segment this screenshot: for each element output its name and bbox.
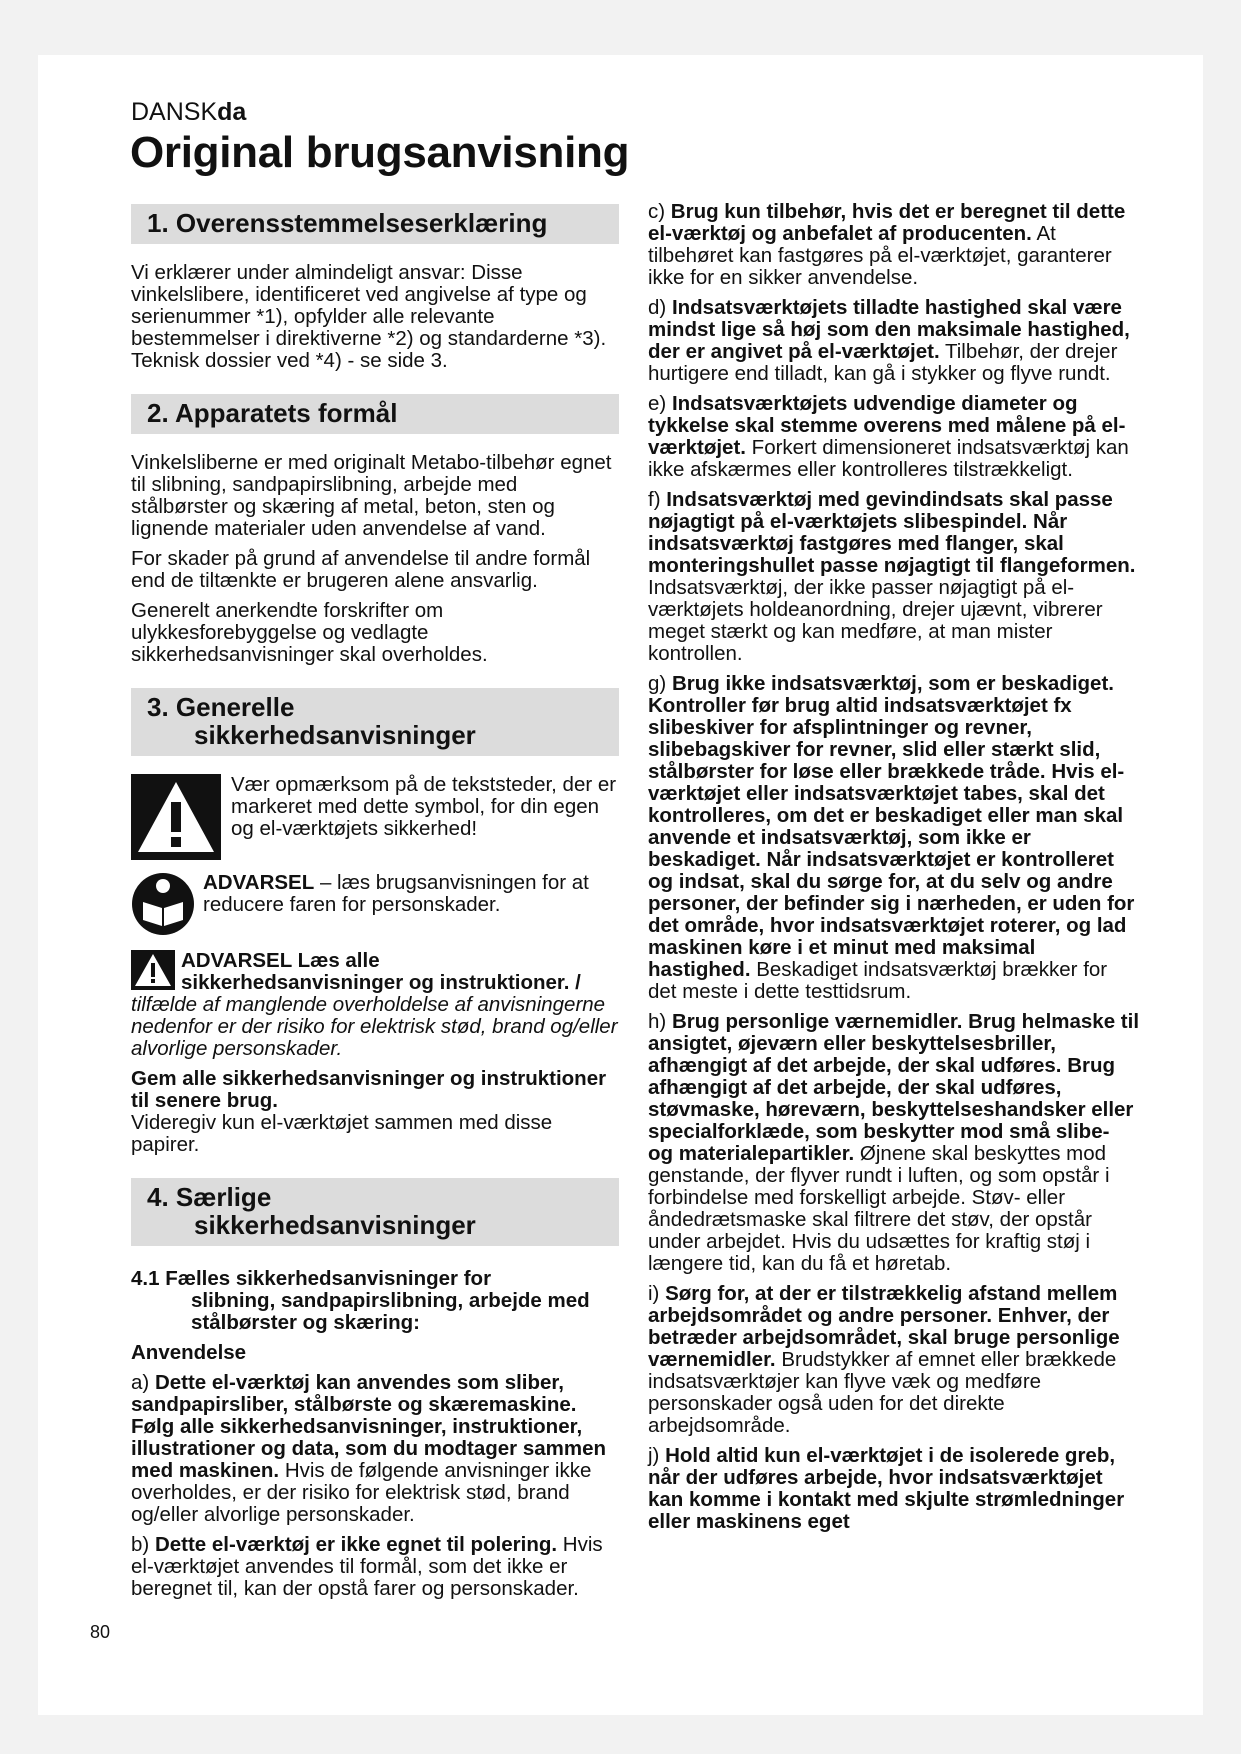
section-1-heading: 1. Overensstemmelseserklæring	[131, 204, 619, 244]
item-e: e) Indsatsværktøjets udvendige diameter og tykkelse skal stemme overens med målene på el-værktøjet. Forkert dimensioneret indsatsværktøj kan ikke afskærmes eller kontrolleres tilstrækkeligt.	[648, 392, 1129, 481]
item-b: b) Dette el-værktøj er ikke egnet til polering. Hvis el-værktøjet anvendes til formål, som det ikke er beregnet til, kan der opstå farer og personskader.	[131, 1533, 603, 1600]
document-title: Original brugsanvisning	[130, 128, 630, 177]
item-f: f) Indsatsværktøj med gevindindsats skal passe nøjagtigt på el-værktøjets slibespindel. Når indsatsværktøj fastgøres med flanger, skal monteringshullet passe nøjagtigt til flangeformen. Indsatsværktøj, der ikke passer nøjagtigt på el-værktøjets holdeanordning, drejer ujævnt, vibrerer meget stærkt og kan medføre, at man mister kontrollen.	[648, 488, 1136, 665]
item-j: j) Hold altid kun el-værktøjet i de isolerede greb, når der udføres arbejde, hvor indsatsværktøjet kan komme i kontakt med skjulte strømledninger eller maskinens eget	[648, 1444, 1125, 1533]
section-2-paragraph: For skader på grund af anvendelse til andre formål end de tiltænkte er brugeren alene ansvarlig.	[131, 547, 591, 592]
general-warning-heading: ADVARSEL Læs alle	[181, 949, 380, 972]
section-3-heading: 3. Generelle sikkerhedsanvisninger	[131, 688, 619, 756]
read-manual-warning	[131, 872, 619, 936]
warning-triangle-icon	[131, 774, 221, 860]
read-manual-text: ADVARSEL – læs brugsanvisningen for at reducere faren for personskader.	[203, 871, 589, 916]
general-warning-heading-cont: sikkerhedsanvisninger og instruktioner. /	[181, 971, 581, 994]
page-number: 80	[90, 1622, 111, 1642]
keep-instructions-text: Videregiv kun el-værktøjet sammen med disse papirer.	[131, 1111, 553, 1156]
section-2-paragraph: Vinkelsliberne er med originalt Metabo-tilbehør egnet til slibning, sandpapirslibning, arbejde med stålbørster og skæring af metal, beton, sten og lignende materialer uden anvendelse af vand.	[131, 451, 612, 540]
section-2-heading: 2. Apparatets formål	[131, 394, 619, 434]
item-h: h) Brug personlige værnemidler. Brug helmaske til ansigtet, øjeværn eller beskyttelsesbriller, afhængigt af det arbejde, der skal udføres. Brug afhængigt af det arbejde, der skal udføres, støvmaske, høreværn, beskyttelseshandsker eller specialforklæde, som beskytter mod små slibe- og materialepartikler. Øjnene skal beskyttes mod genstande, der flyver rundt i luften, og som opstår i forbindelse med forskelligt arbejde. Støv- eller åndedrætsmaske skal filtrere det støv, der opstår under arbejdet. Hvis du udsættes for kraftig støj i længere tid, kan du få et høretab.	[648, 1010, 1140, 1275]
section-1-body: Vi erklærer under almindeligt ansvar: Disse vinkelslibere, identificeret ved angivelse af type og serienummer *1), opfylder alle relevante bestemmelser i direktiverne *2) og standarderne *3). Teknisk dossier ved *4) - se side 3.	[131, 261, 607, 372]
item-i: i) Sørg for, at der er tilstrækkelig afstand mellem arbejdsområdet og andre personer. Enhver, der betræder arbejdsområdet, skal bruge personlige værnemidler. Brudstykker af emnet eller brækkede indsatsværktøjer kan flyve væk og medføre personskader også uden for det direkte arbejdsområde.	[648, 1282, 1120, 1437]
section-2-paragraph: Generelt anerkendte forskrifter om ulykkesforebyggelse og vedlagte sikkerhedsanvisninger skal overholdes.	[131, 599, 488, 666]
item-c: c) Brug kun tilbehør, hvis det er beregnet til dette el-værktøj og anbefalet af producenten. At tilbehøret kan fastgøres på el-værktøjet, garanterer ikke for en sikker anvendelse.	[648, 200, 1126, 289]
general-warning	[131, 950, 619, 1060]
safety-symbol-text: Vær opmærksom på de tekststeder, der er markeret med dette symbol, for din egen og el-værktøjets sikkerhed!	[231, 773, 617, 840]
read-manual-icon	[131, 872, 195, 936]
keep-instructions-heading: Gem alle sikkerhedsanvisninger og instruktioner til senere brug.	[131, 1067, 607, 1112]
usage-heading: Anvendelse	[131, 1341, 247, 1364]
right-column	[648, 201, 1140, 1541]
subsection-4-1-heading: 4.1 Fælles sikkerhedsanvisninger for slibning, sandpapirslibning, arbejde med stålbørster og skæring:	[131, 1267, 590, 1334]
safety-symbol-note	[131, 774, 619, 860]
left-column	[131, 204, 619, 1608]
item-a: a) Dette el-værktøj kan anvendes som sliber, sandpapirsliber, stålbørste og skæremaskine. Følg alle sikkerhedsanvisninger, instruktioner, illustrationer og data, som du modtager sammen med maskinen. Hvis de følgende anvisninger ikke overholdes, er der risiko for elektrisk stød, brand og/eller alvorlige personskader.	[131, 1371, 607, 1526]
section-4-heading: 4. Særlige sikkerhedsanvisninger	[131, 1178, 619, 1246]
item-g: g) Brug ikke indsatsværktøj, som er beskadiget. Kontroller før brug altid indsatsværktøjet fx slibeskiver for afsplintninger og revner, slibebagskiver for revner, slid eller stærkt slid, stålbørster for løse eller brækkede tråde. Hvis el-værktøjet eller indsatsværktøjet tabes, skal det kontrolleres, om det er beskadiget eller man skal anvende et indsatsværktøj, som ikke er beskadiget. Når indsatsværktøjet er kontrolleret og indsat, skal du sørge for, at du selv og andre personer, der befinder sig i nærheden, er uden for det område, hvor indsatsværktøjet roterer, og lad maskinen køre i et minut med maksimal hastighed. Beskadiget indsatsværktøj brækker for det meste i dette testtidsrum.	[648, 672, 1135, 1003]
general-warning-text: tilfælde af manglende overholdelse af anvisningerne nedenfor er der risiko for elektrisk stød, brand og/eller alvorlige personskader.	[131, 993, 618, 1060]
warning-triangle-icon	[131, 950, 175, 990]
item-d: d) Indsatsværktøjets tilladte hastighed skal være mindst lige så høj som den maksimale hastighed, der er angivet på el-værktøjet. Tilbehør, der drejer hurtigere end tilladt, kan gå i stykker og flyve rundt.	[648, 296, 1130, 385]
language-label: DANSKda	[131, 98, 247, 126]
